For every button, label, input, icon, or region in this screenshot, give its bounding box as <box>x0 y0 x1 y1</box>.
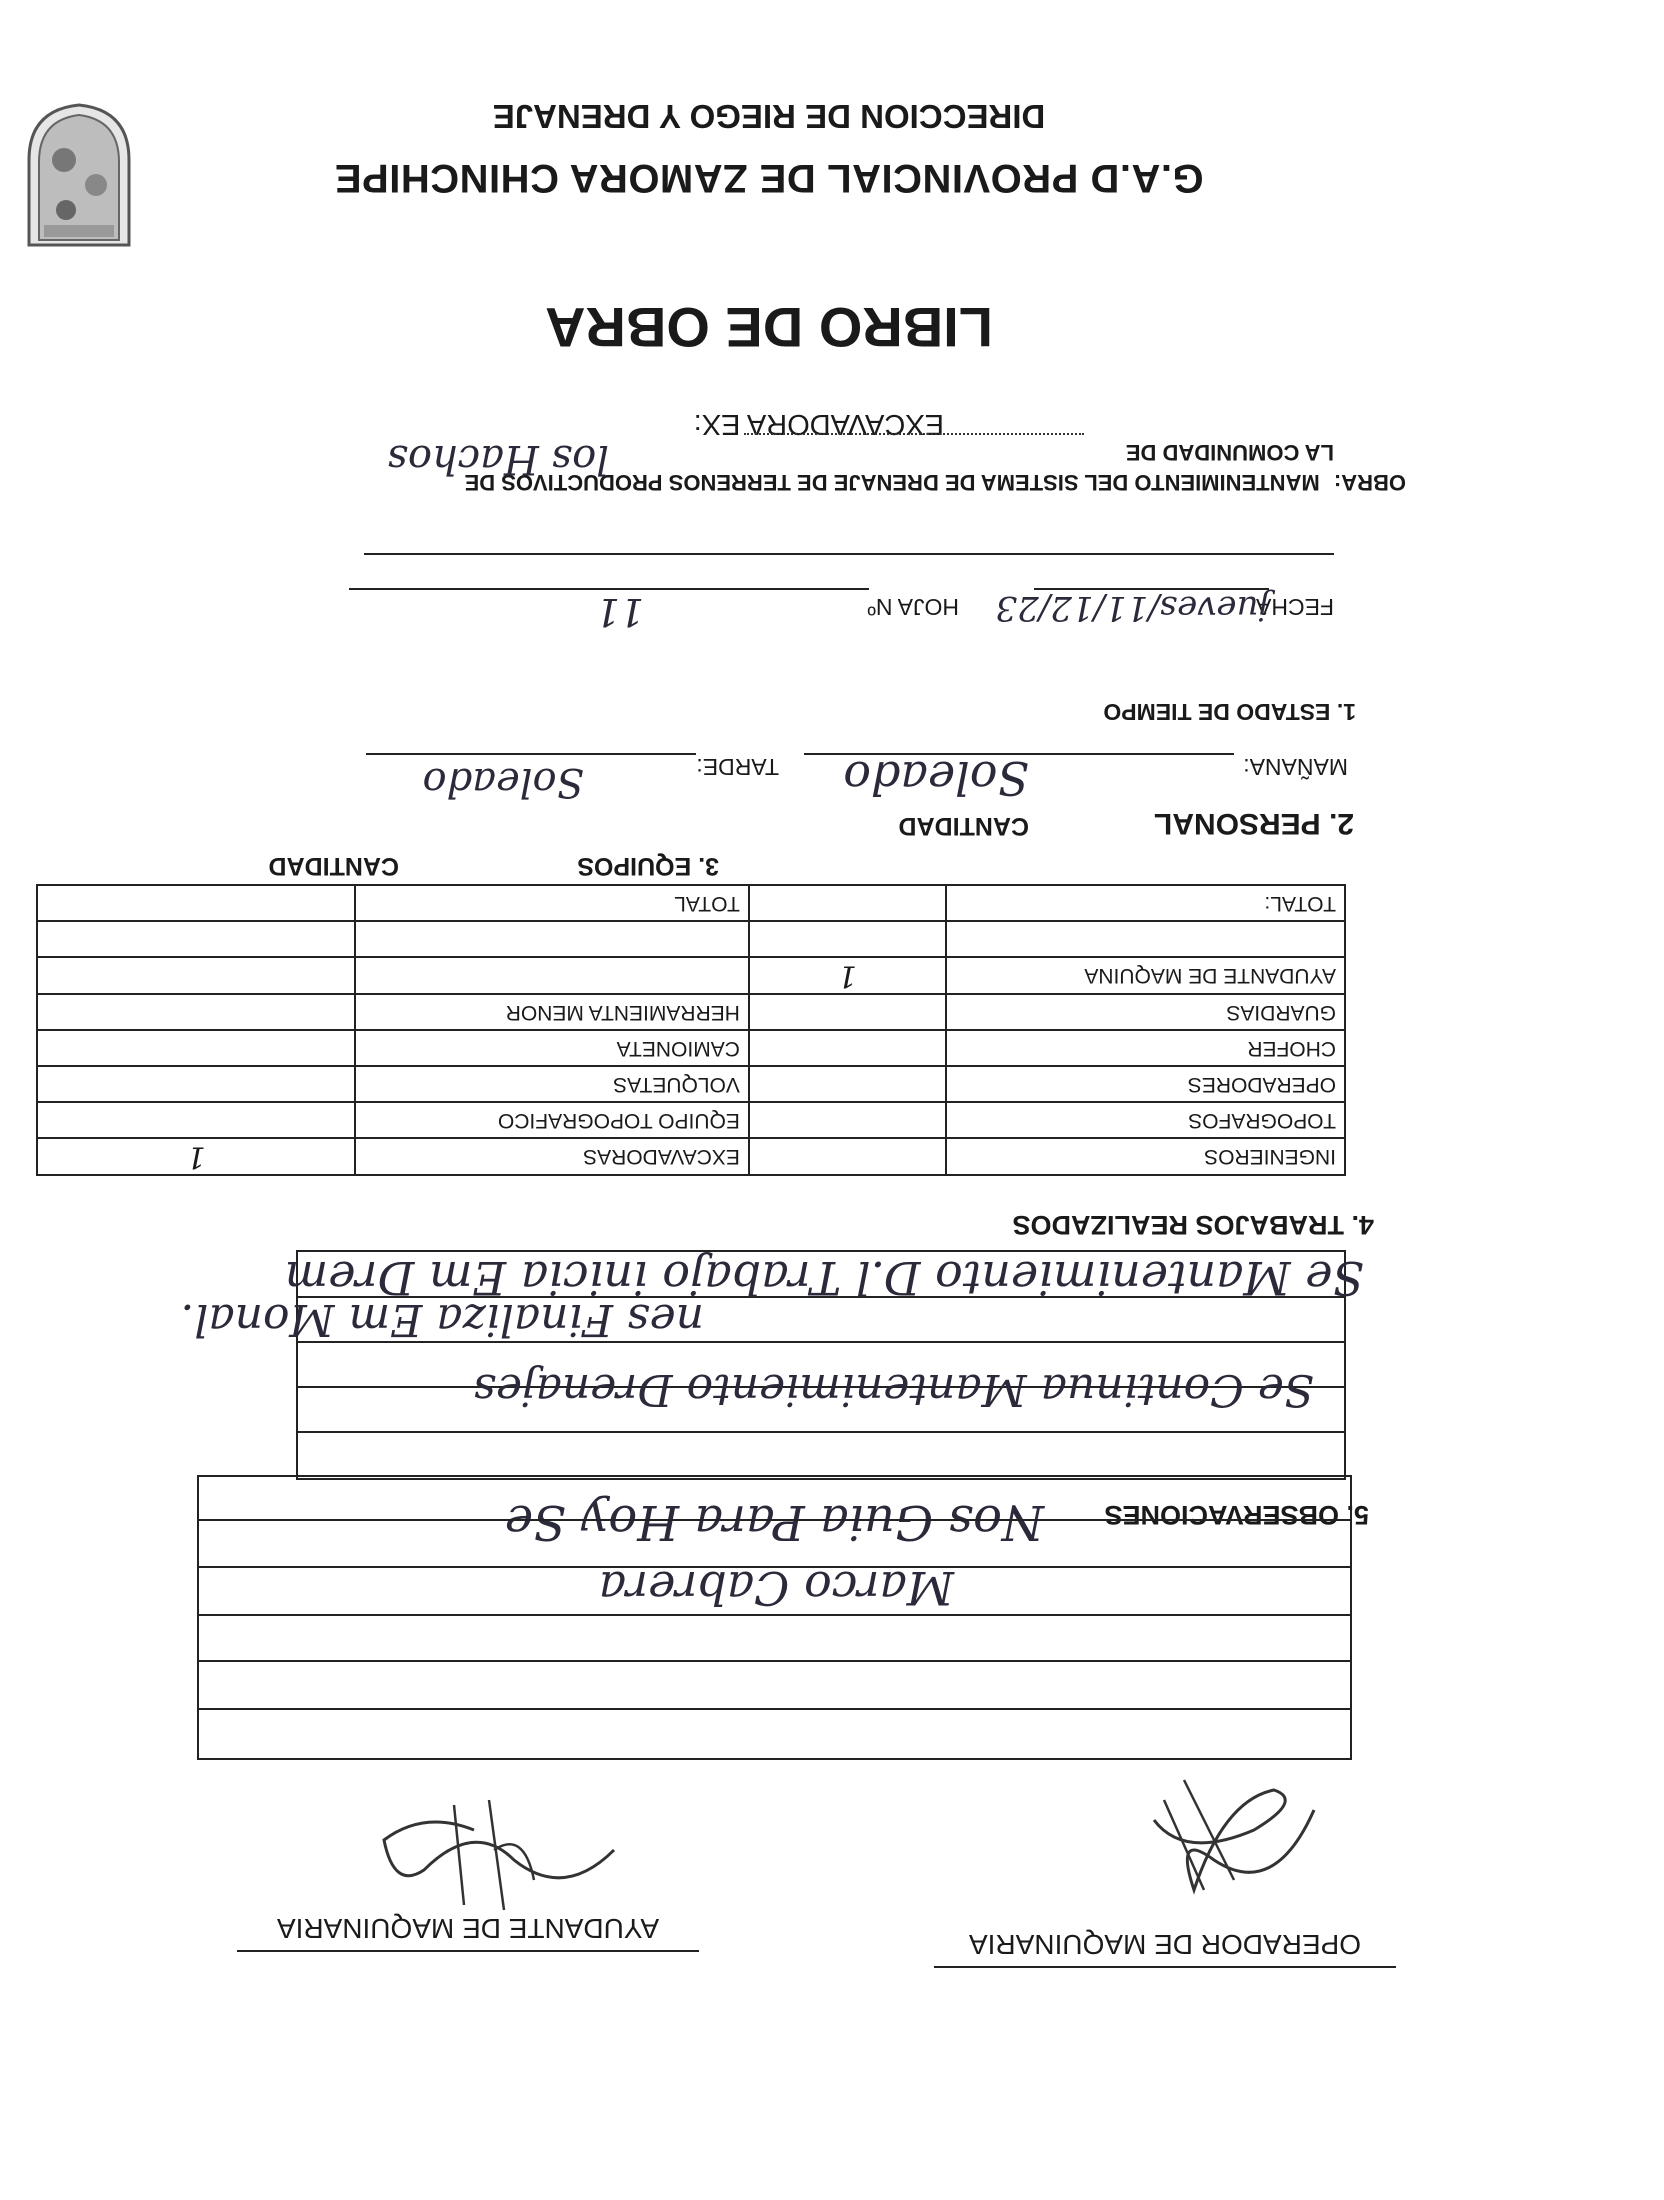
observaciones-line-1: Nos Guia Para Hoy Se <box>504 1494 1044 1550</box>
personal-label-cell: GUARDIAS <box>946 994 1345 1030</box>
personal-label-cell: TOPOGRAFOS <box>946 1102 1345 1138</box>
obra-label: OBRA: <box>1333 470 1406 495</box>
personal-label-cell <box>946 921 1345 957</box>
personal-qty-cell <box>749 921 946 957</box>
manana-value: Soleado <box>843 751 1029 805</box>
table-row <box>37 885 1345 921</box>
ayudante-signature-label: AYUDANTE DE MAQUINARIA <box>237 1912 699 1952</box>
equipos-qty-cell <box>37 1102 355 1138</box>
equipos-heading: 3. EQUIPOS <box>577 852 719 880</box>
personal-qty-cell <box>749 1138 946 1175</box>
trabajos-line-1: Se Mantenimiento D.l Trabajo inicia Em Drem <box>284 1251 1364 1305</box>
manana-line <box>804 753 1234 755</box>
hoja-label: HOJA Nº <box>867 594 959 620</box>
trabajos-line-2: nes Finaliza Em Monal. <box>180 1294 704 1345</box>
org-name: G.A.D PROVINCIAL DE ZAMORA CHINCHIPE <box>334 156 1204 200</box>
personal-heading: 2. PERSONAL <box>1153 807 1354 840</box>
trabajos-line-3: Se Continua Mantenimiento Drenajes <box>473 1364 1314 1415</box>
equipos-label-cell: CAMIONETA <box>355 1030 749 1066</box>
equipos-label-cell: EXCAVADORAS <box>355 1138 749 1175</box>
equipos-label-cell: VOLQUETAS <box>355 1066 749 1102</box>
excavadora-label: EXCAVADORA EX: <box>693 408 944 440</box>
estado-tiempo-heading: 1. ESTADO DE TIEMPO <box>1103 699 1356 725</box>
table-row <box>37 994 1345 1030</box>
table-row <box>37 1066 1345 1102</box>
personal-qty-cell <box>749 1066 946 1102</box>
personal-label-cell: CHOFER <box>946 1030 1345 1066</box>
equipos-label-cell: TOTAL <box>355 885 749 921</box>
equipos-label-cell: EQUIPO TOPOGRAFICO <box>355 1102 749 1138</box>
equipos-qty-cell <box>37 1066 355 1102</box>
comunidad-dotline <box>744 433 1084 435</box>
equipos-label-cell: HERRAMIENTA MENOR <box>355 994 749 1030</box>
operador-signature-label: OPERADOR DE MAQUINARIA <box>934 1928 1396 1968</box>
personal-qty-cell <box>749 994 946 1030</box>
department-name: DIRECCION DE RIEGO Y DRENAJE <box>492 98 1046 135</box>
table-row <box>37 921 1345 957</box>
personal-qty-cell <box>749 1030 946 1066</box>
table-row <box>37 957 1345 994</box>
table-row <box>37 1138 1345 1175</box>
equipos-qty-cell <box>37 885 355 921</box>
hoja-line <box>349 588 869 590</box>
trabajos-heading: 4. TRABAJOS REALIZADOS <box>1012 1210 1374 1240</box>
personal-label-cell: TOTAL: <box>946 885 1345 921</box>
equipos-label-cell <box>355 921 749 957</box>
equipos-qty-cell <box>37 994 355 1030</box>
page-title: LIBRO DE OBRA <box>545 296 993 359</box>
tarde-value: Soleado <box>422 759 584 805</box>
fecha-label: FECHA <box>1256 594 1334 620</box>
tarde-line <box>366 753 696 755</box>
personal-equipos-table <box>36 884 1346 1176</box>
observaciones-heading: 5. OBSERVACIONES <box>1104 1500 1369 1530</box>
obra-text-line1: MANTENIMIENTO DEL SISTEMA DE DRENAJE DE TERRENOS PRODUCTIVOS DE <box>464 470 1320 495</box>
fecha-line <box>1034 588 1269 590</box>
personal-label-cell: AYUDANTE DE MAQUINA <box>946 957 1345 994</box>
tarde-label: TARDE: <box>696 754 779 780</box>
comunidad-value: los Hachos <box>387 436 609 482</box>
ayudante-signature-icon <box>374 1790 624 1920</box>
personal-qty-cell <box>749 885 946 921</box>
table-row <box>37 1030 1345 1066</box>
equipos-qty-cell <box>37 1030 355 1066</box>
observaciones-line-2: Marco Cabrera <box>598 1561 954 1615</box>
observaciones-box <box>197 1475 1352 1760</box>
equipos-cantidad-label: CANTIDAD <box>268 852 399 880</box>
equipos-label-cell <box>355 957 749 994</box>
manana-label: MAÑANA: <box>1243 754 1348 780</box>
table-row <box>37 1102 1345 1138</box>
operador-signature-icon <box>1134 1770 1334 1920</box>
equipos-qty-cell <box>37 921 355 957</box>
fecha-value: jueves/11/12/23 <box>995 588 1269 628</box>
equipos-qty-cell <box>37 957 355 994</box>
hoja-value: 11 <box>595 590 644 634</box>
seal-logo-icon <box>24 100 134 250</box>
equipos-qty-cell: 1 <box>37 1138 355 1175</box>
personal-cantidad-label: CANTIDAD <box>898 812 1029 840</box>
personal-qty-cell: 1 <box>749 957 946 994</box>
personal-label-cell: INGENIEROS <box>946 1138 1345 1175</box>
personal-qty-cell <box>749 1102 946 1138</box>
obra-text-line2: LA COMUNIDAD DE <box>1125 440 1334 465</box>
personal-label-cell: OPERADORES <box>946 1066 1345 1102</box>
fecha-underline <box>364 553 1334 555</box>
